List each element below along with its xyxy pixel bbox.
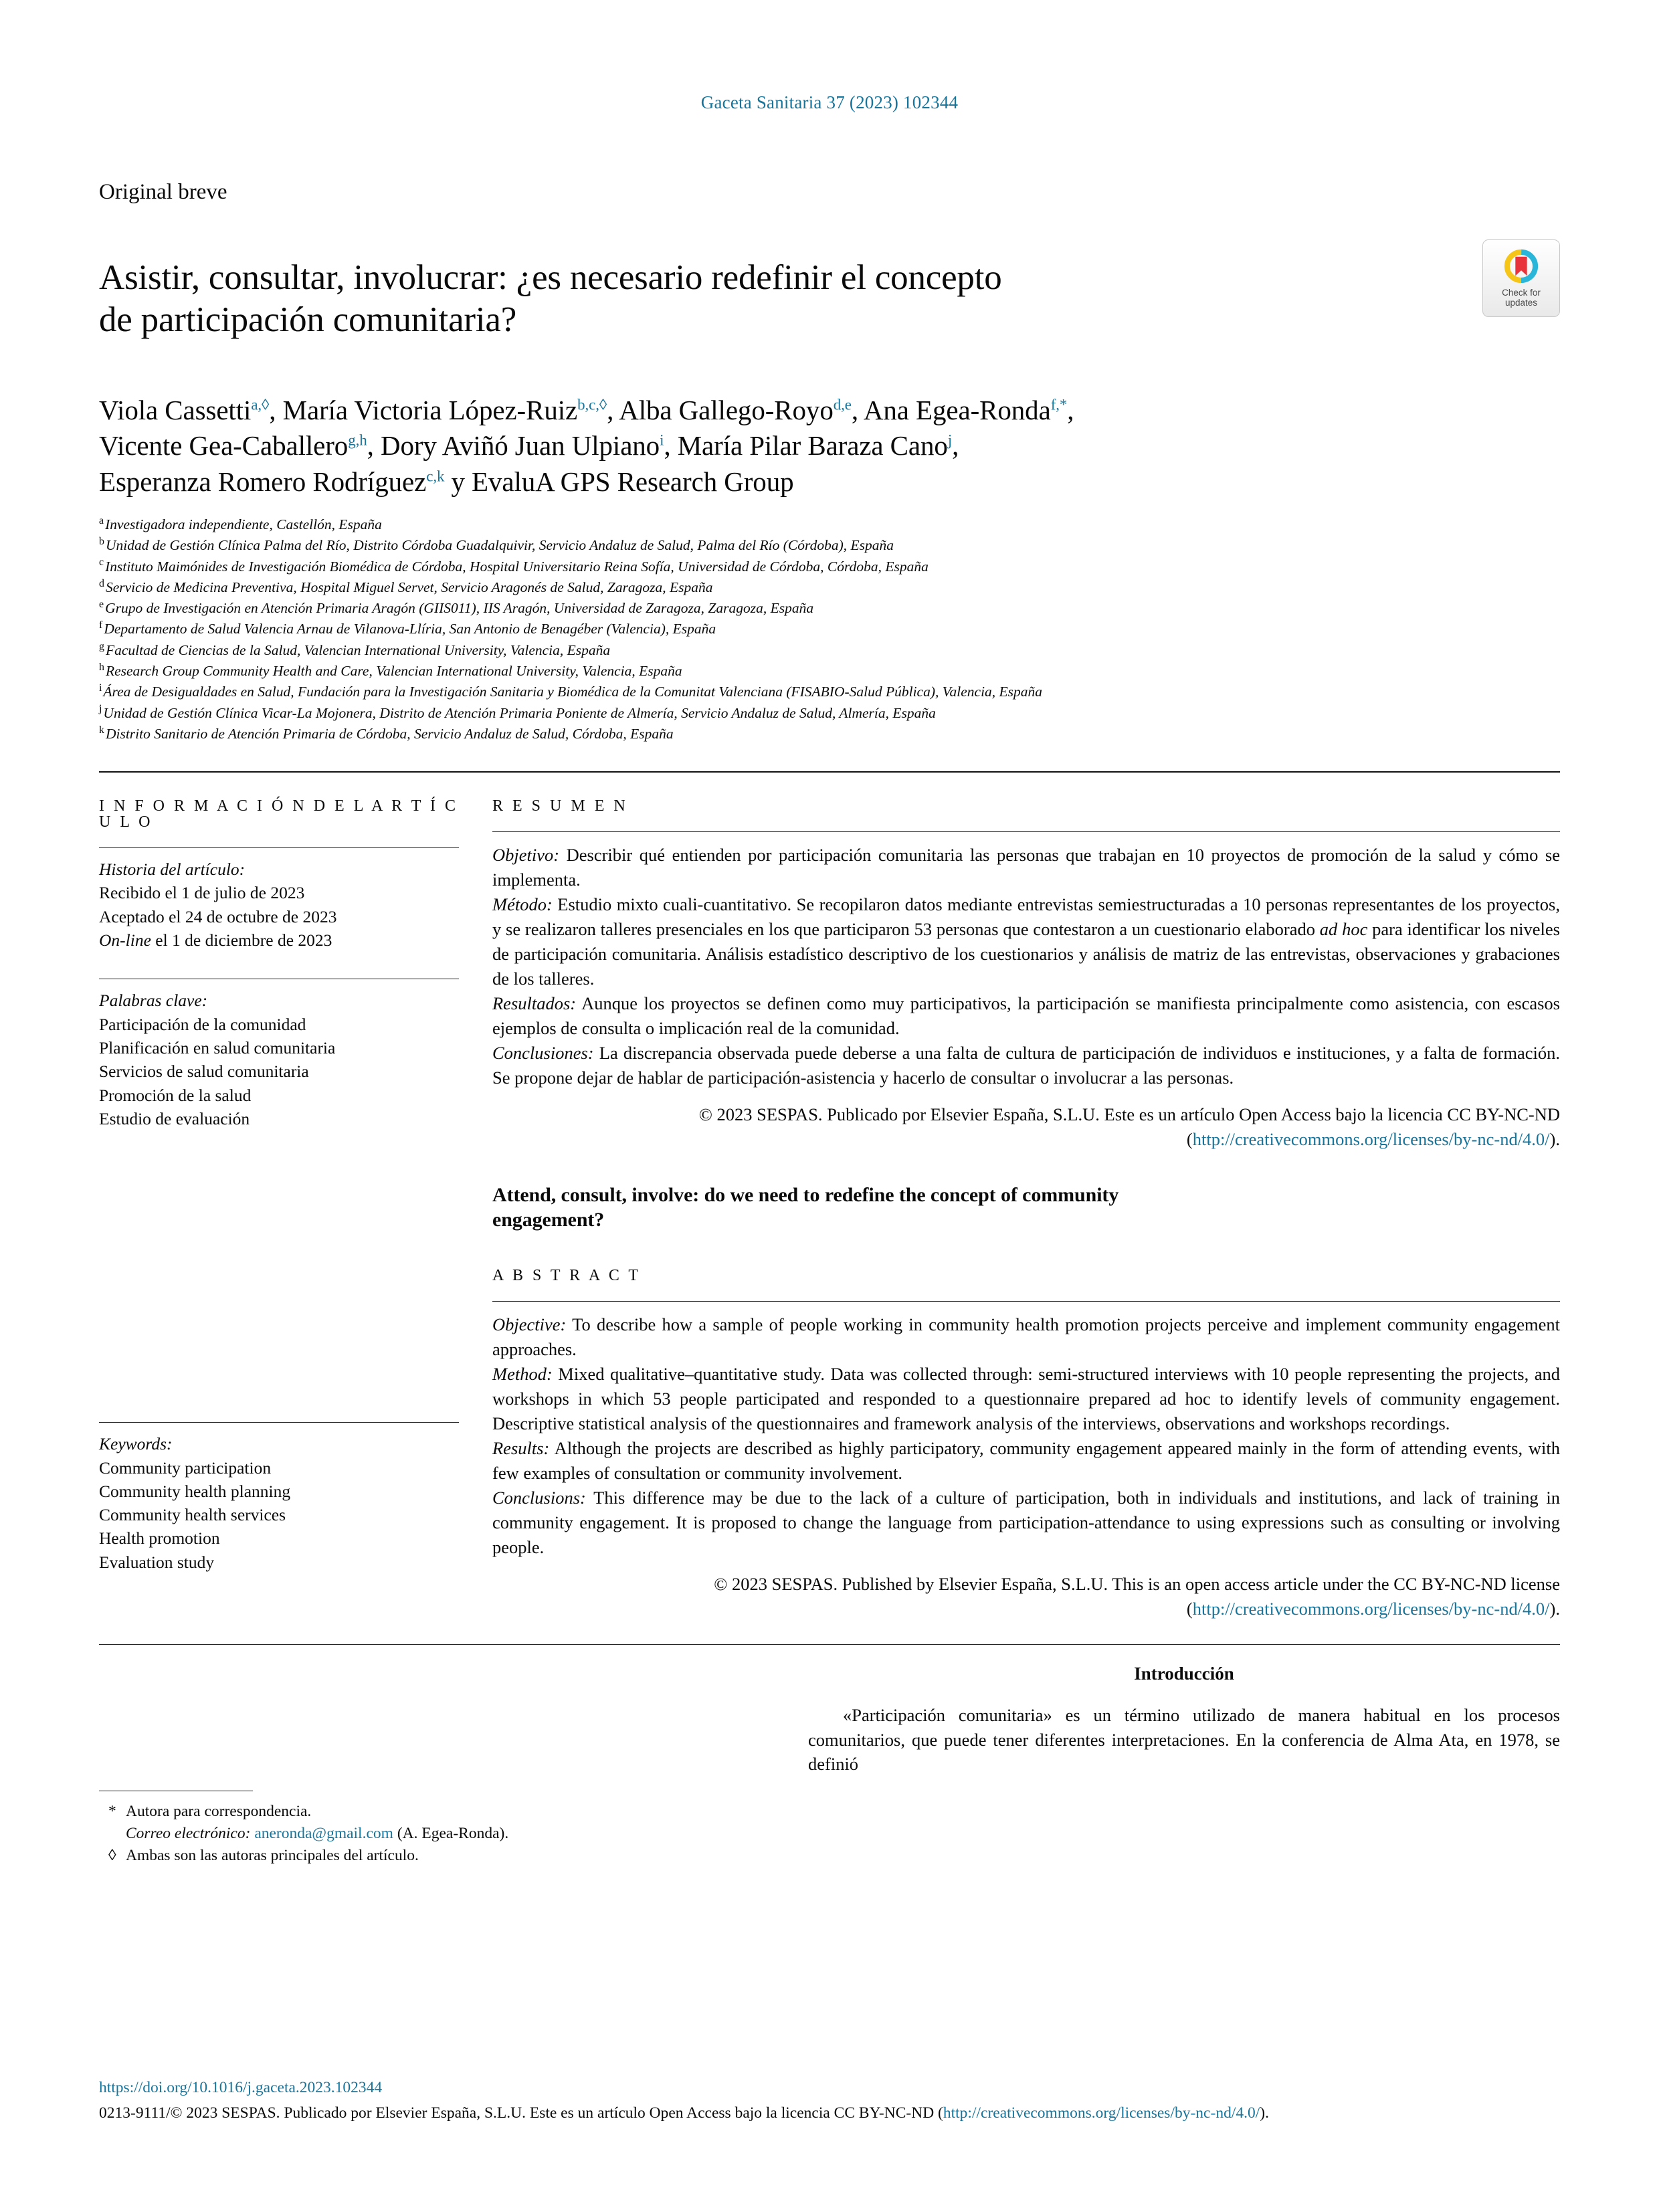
author-affil-marks: j [947, 431, 953, 449]
keywords-block-en [99, 1432, 459, 1574]
footnote-line: Autora para correspondencia. [126, 1802, 312, 1820]
abstract-text: This difference may be due to the lack of a culture of participation, both in individuals and institutions, and lack of training in community engagement. It is proposed to change the language from participation-attendance to using expressions such as consulting or involving people. [492, 1487, 1560, 1557]
author-item[interactable] [864, 395, 1074, 425]
info-divider-3 [99, 1422, 459, 1423]
abstract-text: Describir qué entienden por participación comunitaria las personas que trabajan en 10 proyectos de promoción de la salud y cómo se implementa. [492, 845, 1560, 890]
info-divider-1 [99, 847, 459, 848]
affiliation-item [99, 598, 1560, 619]
email-label: Correo electrónico: [126, 1824, 251, 1842]
abstract-text: Estudio mixto cuali-cuantitativo. Se recopilaron datos mediante entrevistas semiestructuradas a 10 personas representantes de los proyectos, y se realizaron talleres presenciales en los que participaron 53 personas que contestaron a un cuestionario elaborado [492, 894, 1560, 939]
article-info-heading: I N F O R M A C I Ó N D E L A R T Í C U L O [99, 797, 458, 831]
author-sep: , [664, 430, 671, 462]
abstract-runin: Results: [492, 1437, 550, 1458]
license-link[interactable]: http://creativecommons.org/licenses/by-nc-nd/4.0/ [1192, 1598, 1550, 1619]
author-item[interactable] [99, 466, 444, 497]
author-name: Viola Cassetti [99, 395, 252, 426]
history-received: Recibido el 1 de julio de 2023 [99, 883, 305, 903]
license-link[interactable]: http://creativecommons.org/licenses/by-nc-nd/4.0/ [943, 2104, 1260, 2122]
affiliation-item [99, 577, 1560, 598]
copyright-tail: ). [1549, 1128, 1560, 1149]
abstract-paragraph [492, 991, 1560, 1041]
abstract-runin: Método: [492, 894, 553, 915]
affiliation-item [99, 535, 1560, 556]
footnote-email-line [126, 1823, 768, 1845]
abstract-paragraph [492, 892, 1560, 991]
author-affil-marks: a,◊ [251, 396, 270, 413]
abstract-runin: Conclusiones: [492, 1042, 594, 1063]
affiliation-text: Instituto Maimónides de Investigación Biomédica de Córdoba, Hospital Universitario Reina Sofía, Universidad de Córdoba, Córdoba, España [105, 558, 929, 575]
issn-text: 0213-9111/© 2023 SESPAS. Publicado por Elsevier España, S.L.U. Este es un artículo Open Access bajo la licencia CC BY-NC-ND ( [99, 2104, 943, 2122]
affiliation-mark: i [99, 682, 102, 694]
abstract-column [486, 798, 1560, 1621]
author-sep: , [1067, 395, 1074, 426]
author-affil-marks: f,* [1050, 396, 1068, 413]
author-affil-marks: b,c,◊ [577, 396, 607, 413]
affiliation-mark: h [99, 661, 104, 673]
affiliation-mark: g [99, 640, 104, 652]
author-line-2 [99, 428, 1560, 464]
footnote-list [99, 1801, 768, 1868]
history-accepted: Aceptado el 24 de octubre de 2023 [99, 906, 337, 926]
crossmark-line-2: updates [1504, 298, 1538, 308]
keyword-item: Evaluation study [99, 1552, 215, 1572]
abstract-paragraph [492, 843, 1560, 892]
author-name: Esperanza Romero Rodríguez [99, 466, 427, 497]
author-affil-marks: i [660, 431, 664, 449]
abstract-heading: A B S T R A C T [492, 1267, 642, 1285]
affiliation-item [99, 724, 1560, 744]
article-history-block [99, 858, 459, 952]
crossmark-caption [1502, 288, 1541, 308]
affiliation-text: Servicio de Medicina Preventiva, Hospital Miguel Servet, Servicio Aragonés de Salud, Zaragoza, España [105, 579, 713, 595]
keyword-item: Health promotion [99, 1528, 220, 1548]
copyright-es [492, 1102, 1560, 1152]
title-en-line-1: Attend, consult, involve: do we need to redefine the concept of community [492, 1183, 1119, 1206]
affiliation-text: Distrito Sanitario de Atención Primaria de Córdoba, Servicio Andaluz de Salud, Córdoba, España [105, 725, 674, 742]
resumen-heading: R E S U M E N [492, 797, 628, 815]
title-line-1: Asistir, consultar, involucrar: ¿es necesario redefinir el concepto [99, 258, 1002, 297]
abstract-runin: Objective: [492, 1314, 567, 1335]
author-line-3 [99, 464, 1560, 500]
affiliation-mark: d [99, 577, 104, 589]
article-info-column [99, 798, 486, 1621]
author-item[interactable] [619, 395, 858, 425]
keyword-item: Community health services [99, 1505, 286, 1525]
online-label: On-line [99, 930, 151, 950]
author-sep: , [607, 395, 614, 426]
affiliation-item [99, 514, 1560, 535]
author-name: Vicente Gea-Caballero [99, 430, 349, 462]
keywords-label-es: Palabras clave: [99, 991, 208, 1011]
affiliation-mark: e [99, 598, 104, 610]
introduction-paragraph: «Participación comunitaria» es un término utilizado de manera habitual en los procesos comunitarios, que puede tener diferentes interpretaciones. En la conferencia de Alma Ata, en 1978, se definió [808, 1704, 1560, 1775]
abstract-region [99, 798, 1560, 1621]
keywords-block-es [99, 989, 459, 1130]
copyright-text: © 2023 SESPAS. Publicado por Elsevier España, S.L.U. Este es un artículo Open Access bajo la licencia CC BY-NC-ND ( [698, 1104, 1560, 1149]
abstract-text: Mixed qualitative–quantitative study. Data was collected through: semi-structured interviews with 10 people representing the projects, and workshops in which 53 people participated and responded to a questionnaire prepared ad hoc to identify levels of community engagement. Descriptive statistical analysis of the questionnaires and framework analysis of the interviews, observations and workshops recordings. [492, 1364, 1560, 1433]
abstract-paragraph [492, 1041, 1560, 1090]
abstract-text: Although the projects are described as highly participatory, community engagement appeared mainly in the form of attending events, with few examples of consultation or community involvement. [492, 1437, 1560, 1483]
affiliation-text: Área de Desigualdades en Salud, Fundación para la Investigación Sanitaria y Biomédica de la Comunitat Valenciana (FISABIO-Salud Pública), Valencia, España [103, 684, 1043, 700]
abstract-runin: Resultados: [492, 993, 577, 1013]
abstract-text: To describe how a sample of people working in community health promotion projects perceive and implement community engagement approaches. [492, 1314, 1560, 1360]
doi-link[interactable]: https://doi.org/10.1016/j.gaceta.2023.102344 [99, 2079, 383, 2097]
crossmark-box[interactable] [1482, 239, 1560, 317]
abstract-text: La discrepancia observada puede deberse a una falta de cultura de participación de individuos e instituciones, y a falta de formación. Se propone dejar de hablar de participación-asistencia y hacerlo de consultar o involucrar a las personas. [492, 1042, 1560, 1088]
article-type-label: Original breve [99, 180, 227, 204]
abstract-en-body [492, 1312, 1560, 1560]
crossmark-badge[interactable] [1482, 239, 1560, 317]
author-item[interactable] [283, 395, 614, 425]
copyright-tail: ). [1549, 1598, 1560, 1619]
abstract-es-body [492, 843, 1560, 1090]
issn-copyright [99, 2102, 1560, 2124]
abstract-text-cont: para identificar los niveles de participación comunitaria. Análisis estadístico descriptivo de los cuestionarios y análisis de matriz de las entrevistas, observaciones y grabaciones de los talleres. [492, 918, 1560, 989]
abstract-paragraph [492, 1486, 1560, 1560]
page-footer [99, 2078, 1560, 2124]
title-en-line-2: engagement? [492, 1209, 605, 1231]
author-item[interactable] [99, 395, 276, 425]
author-item[interactable] [99, 430, 374, 461]
title-row [99, 233, 1560, 365]
online-date: el 1 de diciembre de 2023 [151, 930, 332, 950]
keyword-item: Planificación en salud comunitaria [99, 1037, 336, 1058]
affiliation-text: Departamento de Salud Valencia Arnau de Vilanova-Llíria, San Antonio de Benagéber (Valencia), España [104, 621, 716, 637]
info-spacer [99, 952, 459, 979]
affiliation-item [99, 682, 1560, 702]
footnote-item [99, 1801, 768, 1845]
affiliation-item [99, 703, 1560, 724]
affiliation-mark: c [99, 557, 104, 569]
keyword-item: Community participation [99, 1457, 272, 1478]
footnote-item [99, 1845, 768, 1867]
author-name: Dory Aviñó Juan Ulpiano [380, 430, 660, 462]
resumen-divider [492, 831, 1560, 832]
author-affil-marks: c,k [426, 468, 445, 485]
affiliation-text: Unidad de Gestión Clínica Vicar-La Mojonera, Distrito de Atención Primaria Poniente de Almería, Servicio Andaluz de Salud, Almería, España [103, 704, 936, 721]
license-link[interactable]: http://creativecommons.org/licenses/by-nc-nd/4.0/ [1192, 1128, 1550, 1149]
affiliation-item [99, 640, 1560, 661]
keyword-item: Estudio de evaluación [99, 1108, 250, 1128]
affiliation-text: Unidad de Gestión Clínica Palma del Río, Distrito Córdoba Guadalquivir, Servicio Andaluz de Salud, Palma del Río (Córdoba), España [105, 537, 894, 554]
affiliation-list [99, 514, 1560, 744]
issn-tail: ). [1260, 2104, 1269, 2122]
affiliation-mark: j [99, 703, 102, 715]
abstract-spacer [492, 1233, 1560, 1268]
author-name: María Victoria López-Ruiz [282, 395, 578, 426]
author-sep: , [952, 430, 959, 462]
header-divider [99, 771, 1560, 773]
abstract-text: Aunque los proyectos se definen como muy participativos, la participación se manifiesta principalmente como asistencia, con escasos ejemplos de consulta o implicación real de la comunidad. [492, 993, 1560, 1038]
footnote-spacer [99, 1665, 768, 1791]
keyword-item: Servicios de salud comunitaria [99, 1062, 309, 1082]
author-item[interactable] [381, 430, 671, 461]
page-title [99, 257, 1002, 341]
author-line-1 [99, 393, 1560, 428]
author-item[interactable] [678, 430, 959, 461]
journal-running-head: Gaceta Sanitaria 37 (2023) 102344 [700, 92, 959, 112]
affiliation-text: Facultad de Ciencias de la Salud, Valencian International University, Valencia, España [105, 641, 611, 658]
crossmark-logo-icon [1500, 245, 1542, 287]
abstract-runin: Method: [492, 1364, 553, 1385]
email-after: (A. Egea-Ronda). [393, 1824, 509, 1842]
abstract-paragraph [492, 1436, 1560, 1486]
abstract-runin: Conclusions: [492, 1487, 586, 1508]
copyright-text: © 2023 SESPAS. Published by Elsevier España, S.L.U. This is an open access article under the CC BY-NC-ND license ( [714, 1573, 1560, 1619]
abstract-italic-phrase: ad hoc [1319, 918, 1368, 939]
affiliation-item [99, 661, 1560, 682]
email-link[interactable]: aneronda@gmail.com [254, 1824, 393, 1842]
abstract-paragraph [492, 1362, 1560, 1436]
crossmark-line-1: Check for [1502, 288, 1541, 298]
title-line-2: de participación comunitaria? [99, 300, 517, 339]
affiliation-text: Investigadora independiente, Castellón, España [105, 516, 382, 533]
author-list [99, 393, 1560, 500]
author-sep: , [269, 395, 276, 426]
copyright-en [492, 1572, 1560, 1621]
info-spacer-2 [99, 1130, 459, 1422]
author-sep: , [851, 395, 858, 426]
author-name: Ana Egea-Ronda [863, 395, 1051, 426]
affiliation-item [99, 619, 1560, 639]
abstract-runin: Objetivo: [492, 845, 560, 866]
abstract-paragraph [492, 1312, 1560, 1362]
keywords-label-en: Keywords: [99, 1434, 173, 1454]
abstract-divider [492, 1301, 1560, 1302]
abstract-bottom-divider [99, 1644, 1560, 1645]
author-sep: , [367, 430, 374, 462]
affiliation-mark: f [99, 619, 103, 631]
footnote-column [99, 1665, 808, 1868]
body-region [99, 1665, 1560, 1868]
author-affil-marks: d,e [833, 396, 852, 413]
footnote-symbol: * [108, 1802, 116, 1820]
title-en [492, 1183, 1560, 1233]
history-online [99, 928, 459, 952]
introduction-column [808, 1665, 1560, 1868]
footnote-text [126, 1801, 768, 1845]
introduction-heading: Introducción [1134, 1663, 1234, 1684]
keyword-item: Promoción de la salud [99, 1085, 252, 1105]
footnote-symbol: ◊ [108, 1847, 116, 1865]
affiliation-text: Grupo de Investigación en Atención Primaria Aragón (GIIS011), IIS Aragón, Universidad de Zaragoza, Zaragoza, España [105, 600, 814, 617]
author-affil-marks: g,h [348, 431, 367, 449]
affiliation-mark: b [99, 536, 104, 548]
footnote-text: Ambas son las autoras principales del artículo. [126, 1847, 419, 1865]
author-name: María Pilar Baraza Cano [677, 430, 948, 462]
author-name: Alba Gallego-Royo [619, 395, 834, 426]
affiliation-mark: k [99, 724, 104, 736]
author-group-suffix: y EvaluA GPS Research Group [444, 466, 794, 497]
affiliation-mark: a [99, 514, 104, 526]
affiliation-item [99, 557, 1560, 577]
keyword-item: Community health planning [99, 1481, 291, 1501]
affiliation-text: Research Group Community Health and Care, Valencian International University, Valencia, España [105, 662, 682, 679]
keyword-item: Participación de la comunidad [99, 1014, 306, 1034]
article-history-label: Historia del artículo: [99, 860, 246, 880]
